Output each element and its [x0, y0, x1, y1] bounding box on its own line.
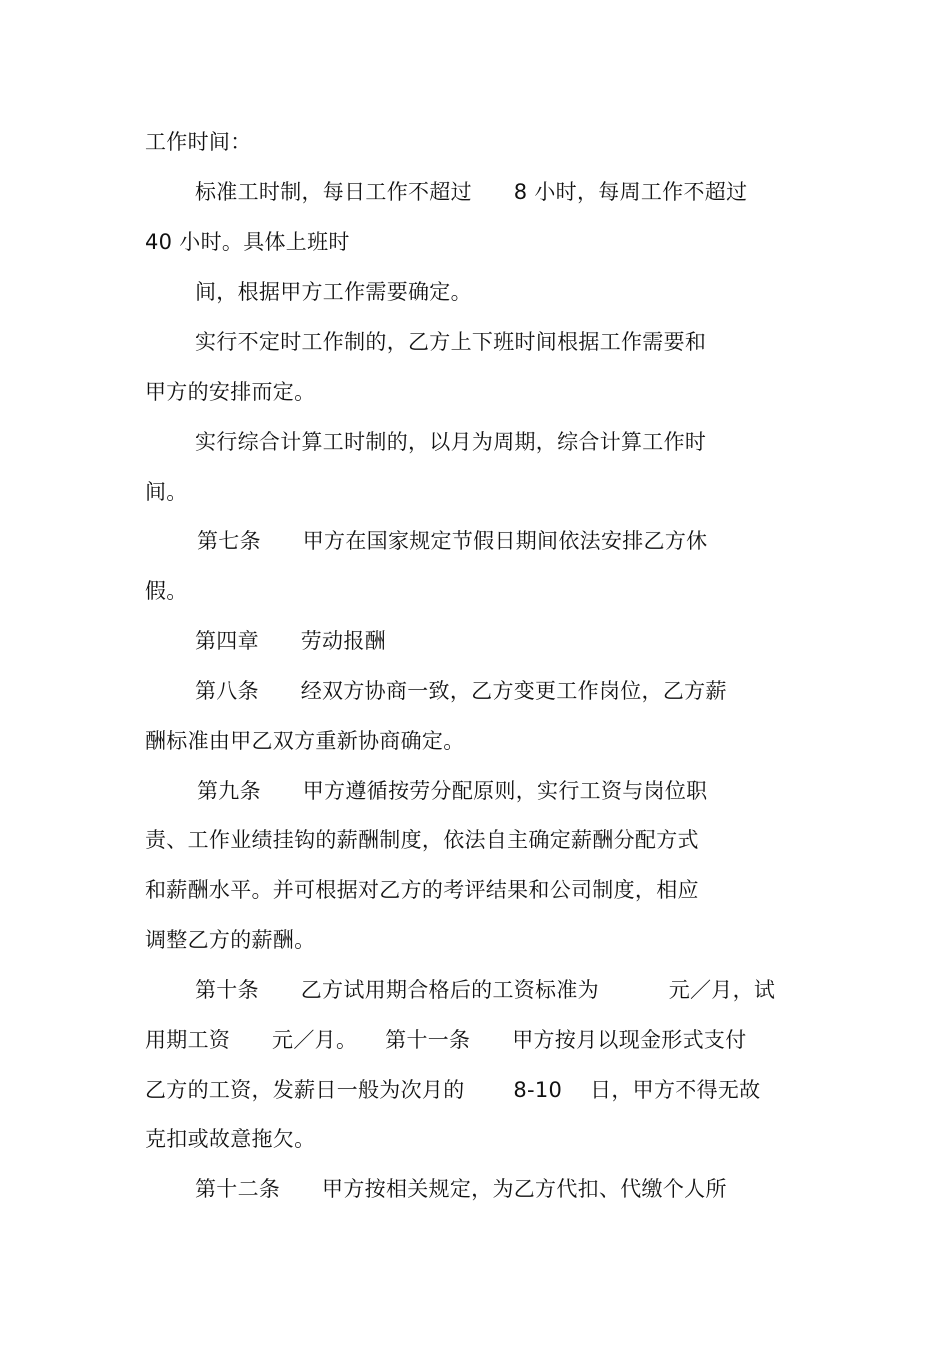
text-line: 责、工作业绩挂钩的薪酬制度，依法自主确定薪酬分配方式 — [145, 828, 699, 852]
text-line: 调整乙方的薪酬。 — [145, 928, 316, 952]
text-line: 间，根据甲方工作需要确定。 — [195, 280, 472, 304]
text-line: 和薪酬水平。并可根据对乙方的考评结果和公司制度，相应 — [145, 878, 699, 902]
text-line: 克扣或故意拖欠。 — [145, 1127, 316, 1151]
text-line: 第八条 经双方协商一致，乙方变更工作岗位，乙方薪 — [195, 679, 727, 703]
text-line: 实行综合计算工时制的，以月为周期，综合计算工作时 — [195, 430, 707, 454]
text-line: 工作时间： — [145, 130, 252, 154]
text-line: 假。 — [145, 579, 188, 603]
text-line: 第十条 乙方试用期合格后的工资标准为 元／月，试 — [195, 978, 776, 1002]
text-line: 实行不定时工作制的，乙方上下班时间根据工作需要和 — [195, 330, 707, 354]
text-line: 第七条 甲方在国家规定节假日期间依法安排乙方休 — [197, 529, 708, 553]
text-line: 酬标准由甲乙双方重新协商确定。 — [145, 729, 465, 753]
text-line: 第九条 甲方遵循按劳分配原则，实行工资与岗位职 — [197, 779, 708, 803]
text-line: 乙方的工资，发薪日一般为次月的 8-10 日，甲方不得无故 — [145, 1078, 761, 1102]
text-line: 标准工时制，每日工作不超过 8 小时，每周工作不超过 — [195, 180, 748, 204]
text-line: 第十二条 甲方按相关规定，为乙方代扣、代缴个人所 — [195, 1177, 727, 1201]
section-heading: 第四章 劳动报酬 — [195, 629, 386, 653]
text-line: 用期工资 元／月。 第十一条 甲方按月以现金形式支付 — [145, 1028, 747, 1052]
text-line: 甲方的安排而定。 — [145, 380, 316, 404]
text-line: 40 小时。具体上班时 — [145, 230, 350, 254]
text-line: 间。 — [145, 480, 188, 504]
